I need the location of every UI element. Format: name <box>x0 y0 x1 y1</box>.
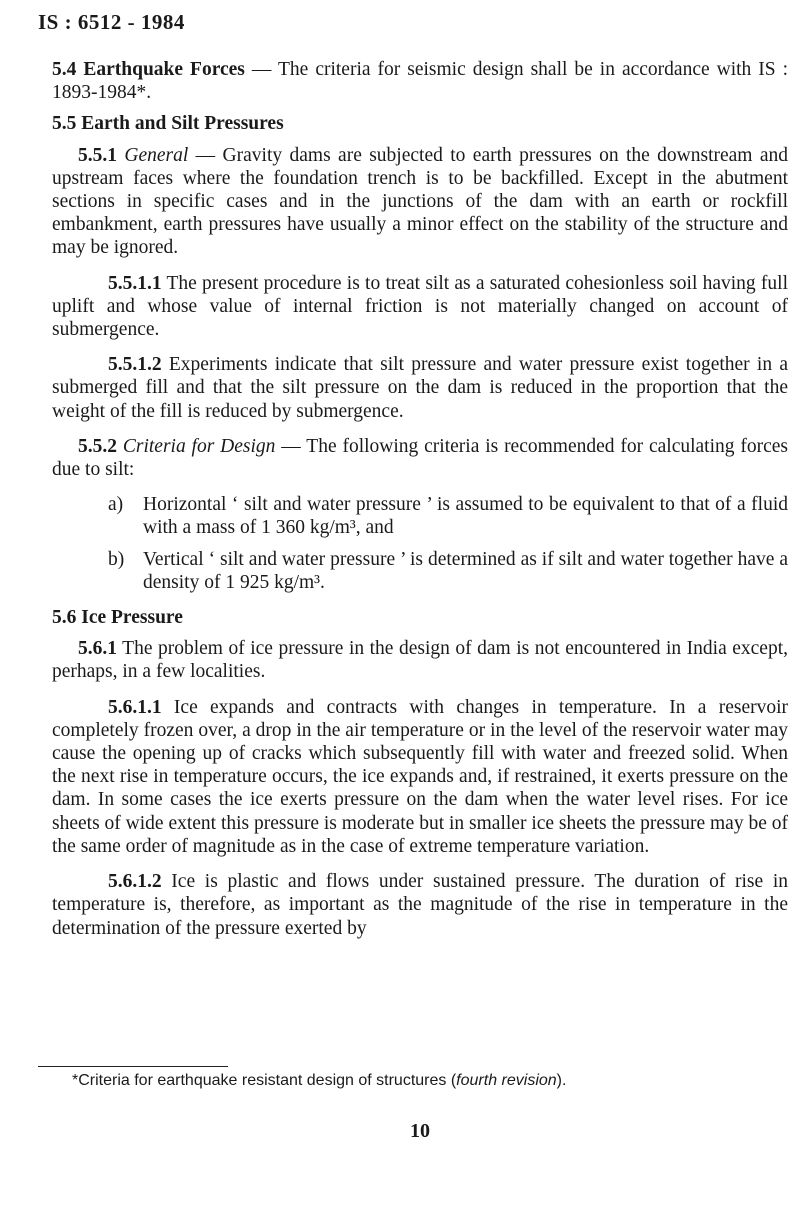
clause-5-6-1-2 <box>52 870 788 940</box>
clause-5-5-2 <box>52 435 788 481</box>
clause-5-5-1-1-text: The present procedure is to treat silt as a saturated cohesionless soil having full uplift and whose value of internal friction is not materially changed on account of submergence. <box>52 272 788 341</box>
clause-5-5-2-title: Criteria for Design <box>122 435 276 457</box>
list-item-b-text: Vertical ‘ silt and water pressure ’ is determined as if silt and water together have a density of 1 925 kg/m³. <box>143 548 788 593</box>
footnote-text: *Criteria for earthquake resistant design of structures ( <box>72 1072 457 1089</box>
list-item-a-text: Horizontal ‘ silt and water pressure ’ is assumed to be equivalent to that of a fluid with a mass of 1 360 kg/m³, and <box>143 494 788 539</box>
clause-5-4-text: — The criteria for seismic design shall be in accordance with IS : 1893-1984*. <box>52 59 788 104</box>
clause-5-6-1-2-number: 5.6.1.2 <box>108 871 162 893</box>
clause-5-5-1-number: 5.5.1 <box>78 144 117 166</box>
list-item-b <box>108 548 788 594</box>
footnote-rule <box>38 1066 228 1067</box>
clause-5-6-1-number: 5.6.1 <box>78 638 117 660</box>
clause-5-5-2-text: — The following criteria is recommended for calculating forces due to silt: <box>52 435 789 481</box>
clause-5-5-1-title: General <box>124 144 189 166</box>
clause-5-5-1-1 <box>52 272 788 342</box>
clause-5-5-1 <box>52 144 788 260</box>
footnote <box>72 1072 566 1090</box>
page-number: 10 <box>410 1120 430 1142</box>
clause-5-5-2-number: 5.5.2 <box>78 435 117 457</box>
clause-5-4 <box>52 58 788 104</box>
clause-5-6-1-1 <box>52 696 788 858</box>
clause-5-5-1-1-number: 5.5.1.1 <box>108 272 162 294</box>
clause-5-6-1-2-text: Ice is plastic and flows under sustained pressure. The duration of rise in temperature is, therefore, as important as the magnitude of the rise in temperature in the determination of the pressure exerted by <box>52 871 788 939</box>
list-item-a <box>108 493 788 539</box>
clause-5-6-1-1-text: Ice expands and contracts with changes in temperature. In a reservoir completely frozen over, a drop in the air temperature or in the level of the reservoir water may cause the opening up of cracks which subsequently fill with water and freezed solid. When the next rise in temperature occurs, the ice expands and, if restrained, it exerts pressure on the dam. In some cases the ice exerts pressure on the dam when the water level rises. For ice sheets of wide extent this pressure is moderate but in smaller ice sheets the pressure may be of the same order of magnitude as in the case of extreme temperature variation. <box>52 696 788 857</box>
section-5-5-heading: 5.5 Earth and Silt Pressures <box>52 113 284 135</box>
list-item-a-label: a) <box>108 494 124 516</box>
clause-5-5-1-2 <box>52 353 788 423</box>
footnote-end: ). <box>556 1072 567 1089</box>
clause-5-5-1-text: — Gravity dams are subjected to earth pressures on the downstream and upstream faces where the foundation trench is to be backfilled. Except in the abutment sections in specific cases and in the junctions of the dam with an earth or rockfill embankment, earth pressures have usually a minor effect on the stability of the structure and may be ignored. <box>52 144 789 259</box>
document-body <box>52 58 788 940</box>
clause-5-4-heading: 5.4 Earthquake Forces <box>52 59 245 80</box>
clause-5-5-1-2-text: Experiments indicate that silt pressure and water pressure exist together in a submerged fill and that the silt pressure on the dam is reduced in the proportion that the weight of the fill is reduced by submergence. <box>52 354 788 422</box>
list-item-b-label: b) <box>108 548 125 570</box>
clause-5-5-1-2-number: 5.5.1.2 <box>108 354 162 376</box>
clause-5-6-1-1-number: 5.6.1.1 <box>108 696 162 718</box>
footnote-italic: fourth revision <box>456 1072 557 1089</box>
section-5-6-heading: 5.6 Ice Pressure <box>52 607 183 629</box>
clause-5-6-1-text: The problem of ice pressure in the design of dam is not encountered in India except, perhaps, in a few localities. <box>52 638 788 683</box>
standard-header: IS : 6512 - 1984 <box>38 10 185 34</box>
clause-5-6-1 <box>52 637 788 683</box>
